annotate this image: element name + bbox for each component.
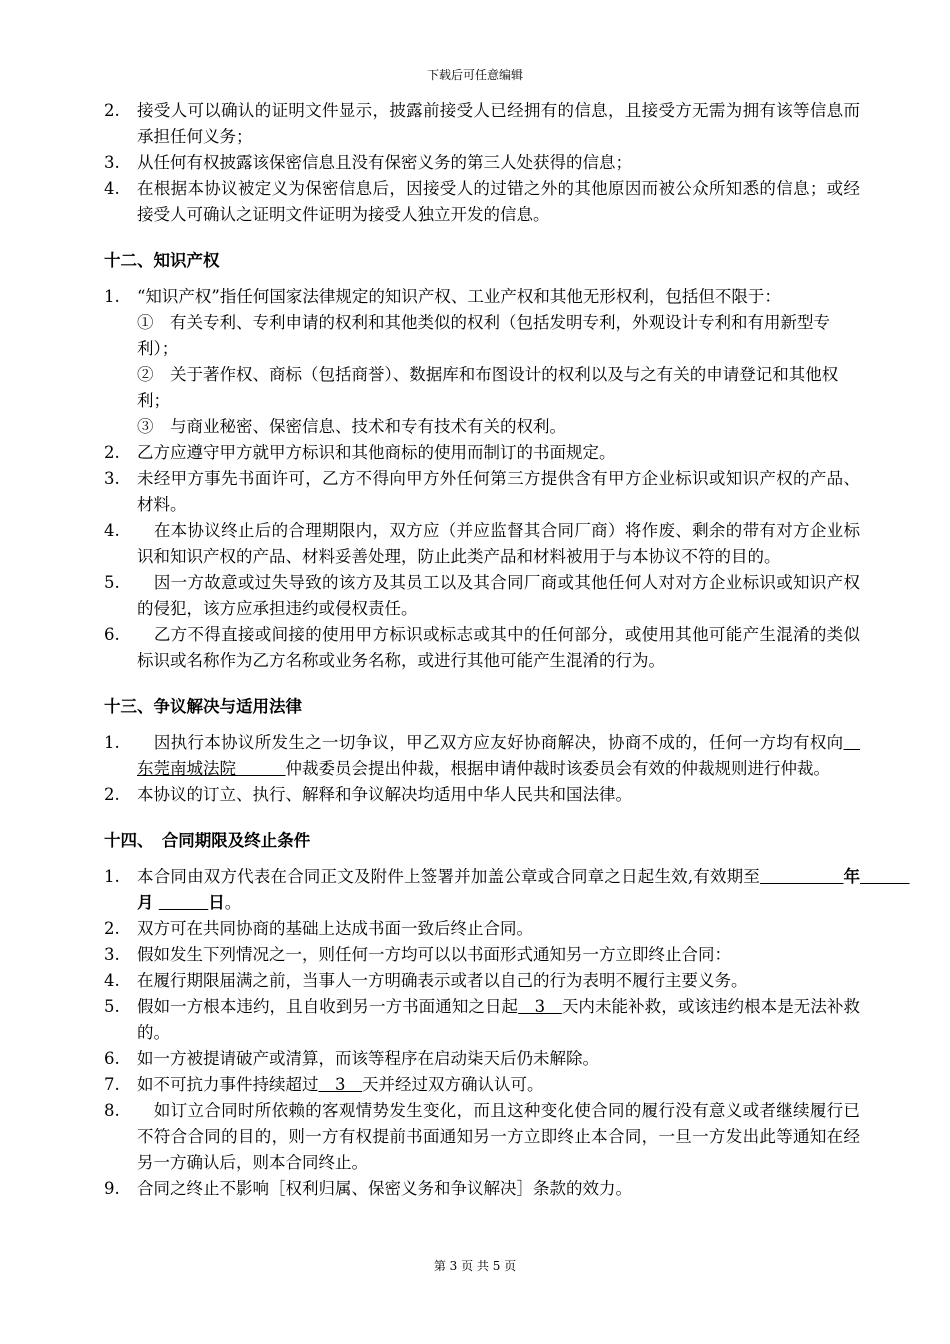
day-blank	[159, 893, 209, 912]
item-text	[137, 1072, 860, 1098]
list-item	[104, 1176, 860, 1202]
days-fill: 3	[318, 1075, 362, 1094]
list-item	[104, 98, 860, 150]
item-number: 4.	[104, 521, 120, 540]
item-number: 2.	[104, 919, 120, 938]
list-item	[104, 518, 860, 570]
list-item	[104, 1072, 860, 1098]
text-segment: 假如一方根本违约，且自收到另一方书面通知之日起	[137, 997, 519, 1016]
sub-item: ③ 与商业秘密、保密信息、技术和专有技术有关的权利。	[137, 417, 566, 436]
item-number: 3.	[104, 153, 120, 172]
item-text: 未经甲方事先书面许可，乙方不得向甲方外任何第三方提供含有甲方企业标识或知识产权的产品、材料。	[137, 469, 860, 514]
text-segment: 。	[224, 893, 242, 912]
item-number: 1.	[104, 287, 120, 306]
list-item	[104, 440, 860, 466]
item-text: 因一方故意或过失导致的该方及其员工以及其合同厂商或其他任何人对对方企业标识或知识产权的侵犯，该方应承担违约或侵权责任。	[137, 573, 860, 618]
text-segment: 天内未能补救，或该违约根本是无法补救的。	[137, 997, 861, 1042]
page-header: 下载后可任意编辑	[426, 68, 523, 82]
item-text	[137, 864, 860, 916]
item-text: 在履行期限届满之前，当事人一方明确表示或者以自己的行为表明不履行主要义务。	[137, 971, 748, 990]
year-blank	[760, 867, 843, 886]
item-text: “知识产权”指任何国家法律规定的知识产权、工业产权和其他无形权利，包括但不限于：	[137, 287, 781, 306]
section-heading: 十二、知识产权	[104, 251, 220, 270]
item-number: 1.	[104, 733, 120, 752]
list-item	[104, 968, 860, 994]
item-text	[137, 994, 860, 1046]
item-text: 乙方不得直接或间接的使用甲方标识或标志或其中的任何部分，或使用其他可能产生混淆的类似标识或名称作为乙方名称或业务名称，或进行其他可能产生混淆的行为。	[137, 625, 860, 670]
item-text	[137, 730, 860, 782]
item-number: 3.	[104, 945, 120, 964]
list-item	[104, 994, 860, 1046]
month-blank	[860, 867, 910, 886]
list-item	[104, 942, 860, 968]
item-text: 如一方被提请破产或清算，而该等程序在启动柒天后仍未解除。	[137, 1049, 599, 1068]
list-item	[104, 916, 860, 942]
item-number: 2.	[104, 443, 120, 462]
section-heading: 十三、争议解决与适用法律	[104, 697, 302, 716]
list-item	[104, 782, 860, 808]
item-text: 假如发生下列情况之一，则任何一方均可以以书面形式通知另一方立即终止合同：	[137, 945, 731, 964]
arbitration-body-fill: 东莞南城法院	[137, 733, 860, 778]
sub-item: ② 关于著作权、商标（包括商誉）、数据库和布图设计的权利以及与之有关的申请登记和其他权利；	[137, 365, 839, 410]
list-item	[104, 1098, 860, 1176]
item-text: 乙方应遵守甲方就甲方标识和其他商标的使用而制订的书面规定。	[137, 443, 616, 462]
list-item	[104, 176, 860, 228]
item-number: 5.	[104, 997, 120, 1016]
text-segment: 仲裁委员会提出仲裁，根据申请仲裁时该委员会有效的仲裁规则进行仲裁。	[285, 759, 830, 778]
list-item	[104, 864, 860, 916]
item-number: 5.	[104, 573, 120, 592]
item-number: 6.	[104, 625, 120, 644]
text-segment: 因执行本协议所发生之一切争议，甲乙双方应友好协商解决，协商不成的，任何一方均有权向	[137, 733, 844, 752]
year-label: 年	[843, 867, 861, 886]
list-item	[104, 622, 860, 674]
item-number: 3.	[104, 469, 120, 488]
item-number: 1.	[104, 867, 120, 886]
sub-item: ① 有关专利、专利申请的权利和其他类似的权利（包括发明专利，外观设计专利和有用新型专利）；	[137, 313, 830, 358]
item-number: 2.	[104, 785, 120, 804]
section-heading: 十四、 合同期限及终止条件	[104, 831, 311, 850]
item-number: 7.	[104, 1075, 120, 1094]
item-text: 接受人可以确认的证明文件显示，披露前接受人已经拥有的信息，且接受方无需为拥有该等信息而承担任何义务；	[137, 101, 860, 146]
item-number: 4.	[104, 971, 120, 990]
list-item	[104, 150, 860, 176]
item-text: 从任何有权披露该保密信息且没有保密义务的第三人处获得的信息；	[137, 153, 632, 172]
document-body	[104, 98, 860, 1202]
text-segment: 如不可抗力事件持续超过	[137, 1075, 319, 1094]
item-number: 2.	[104, 101, 120, 120]
list-item	[104, 284, 860, 310]
month-label: 月	[137, 893, 154, 912]
list-item	[104, 570, 860, 622]
list-item	[104, 466, 860, 518]
item-number: 8.	[104, 1101, 120, 1120]
item-text: 双方可在共同协商的基础上达成书面一致后终止合同。	[137, 919, 533, 938]
item-number: 6.	[104, 1049, 120, 1068]
text-segment: 本合同由双方代表在合同正文及附件上签署并加盖公章或合同章之日起生效,有效期至	[137, 867, 761, 886]
item-text: 本协议的订立、执行、解释和争议解决均适用中华人民共和国法律。	[137, 785, 632, 804]
item-text: 在本协议终止后的合理期限内，双方应（并应监督其合同厂商）将作废、剩余的带有对方企业标识和知识产权的产品、材料妥善处理，防止此类产品和材料被用于与本协议不符的目的。	[137, 521, 860, 566]
item-text: 如订立合同时所依赖的客观情势发生变化，而且这种变化使合同的履行没有意义或者继续履行已不符合合同的目的，则一方有权提前书面通知另一方立即终止本合同，一旦一方发出此等通知在经另一方确认后，则本合同终止。	[137, 1101, 860, 1172]
text-segment: 天并经过双方确认认可。	[362, 1075, 544, 1094]
item-text: 合同之终止不影响［权利归属、保密义务和争议解决］条款的效力。	[137, 1179, 632, 1198]
item-number: 9.	[104, 1179, 120, 1198]
page-footer: 第 3 页 共 5 页	[433, 1259, 517, 1273]
days-fill: 3	[518, 997, 562, 1016]
item-number: 4.	[104, 179, 120, 198]
list-item	[104, 1046, 860, 1072]
list-item	[104, 730, 860, 782]
day-label: 日	[208, 893, 225, 912]
item-text: 在根据本协议被定义为保密信息后，因接受人的过错之外的其他原因而被公众所知悉的信息；或经接受人可确认之证明文件证明为接受人独立开发的信息。	[137, 179, 860, 224]
